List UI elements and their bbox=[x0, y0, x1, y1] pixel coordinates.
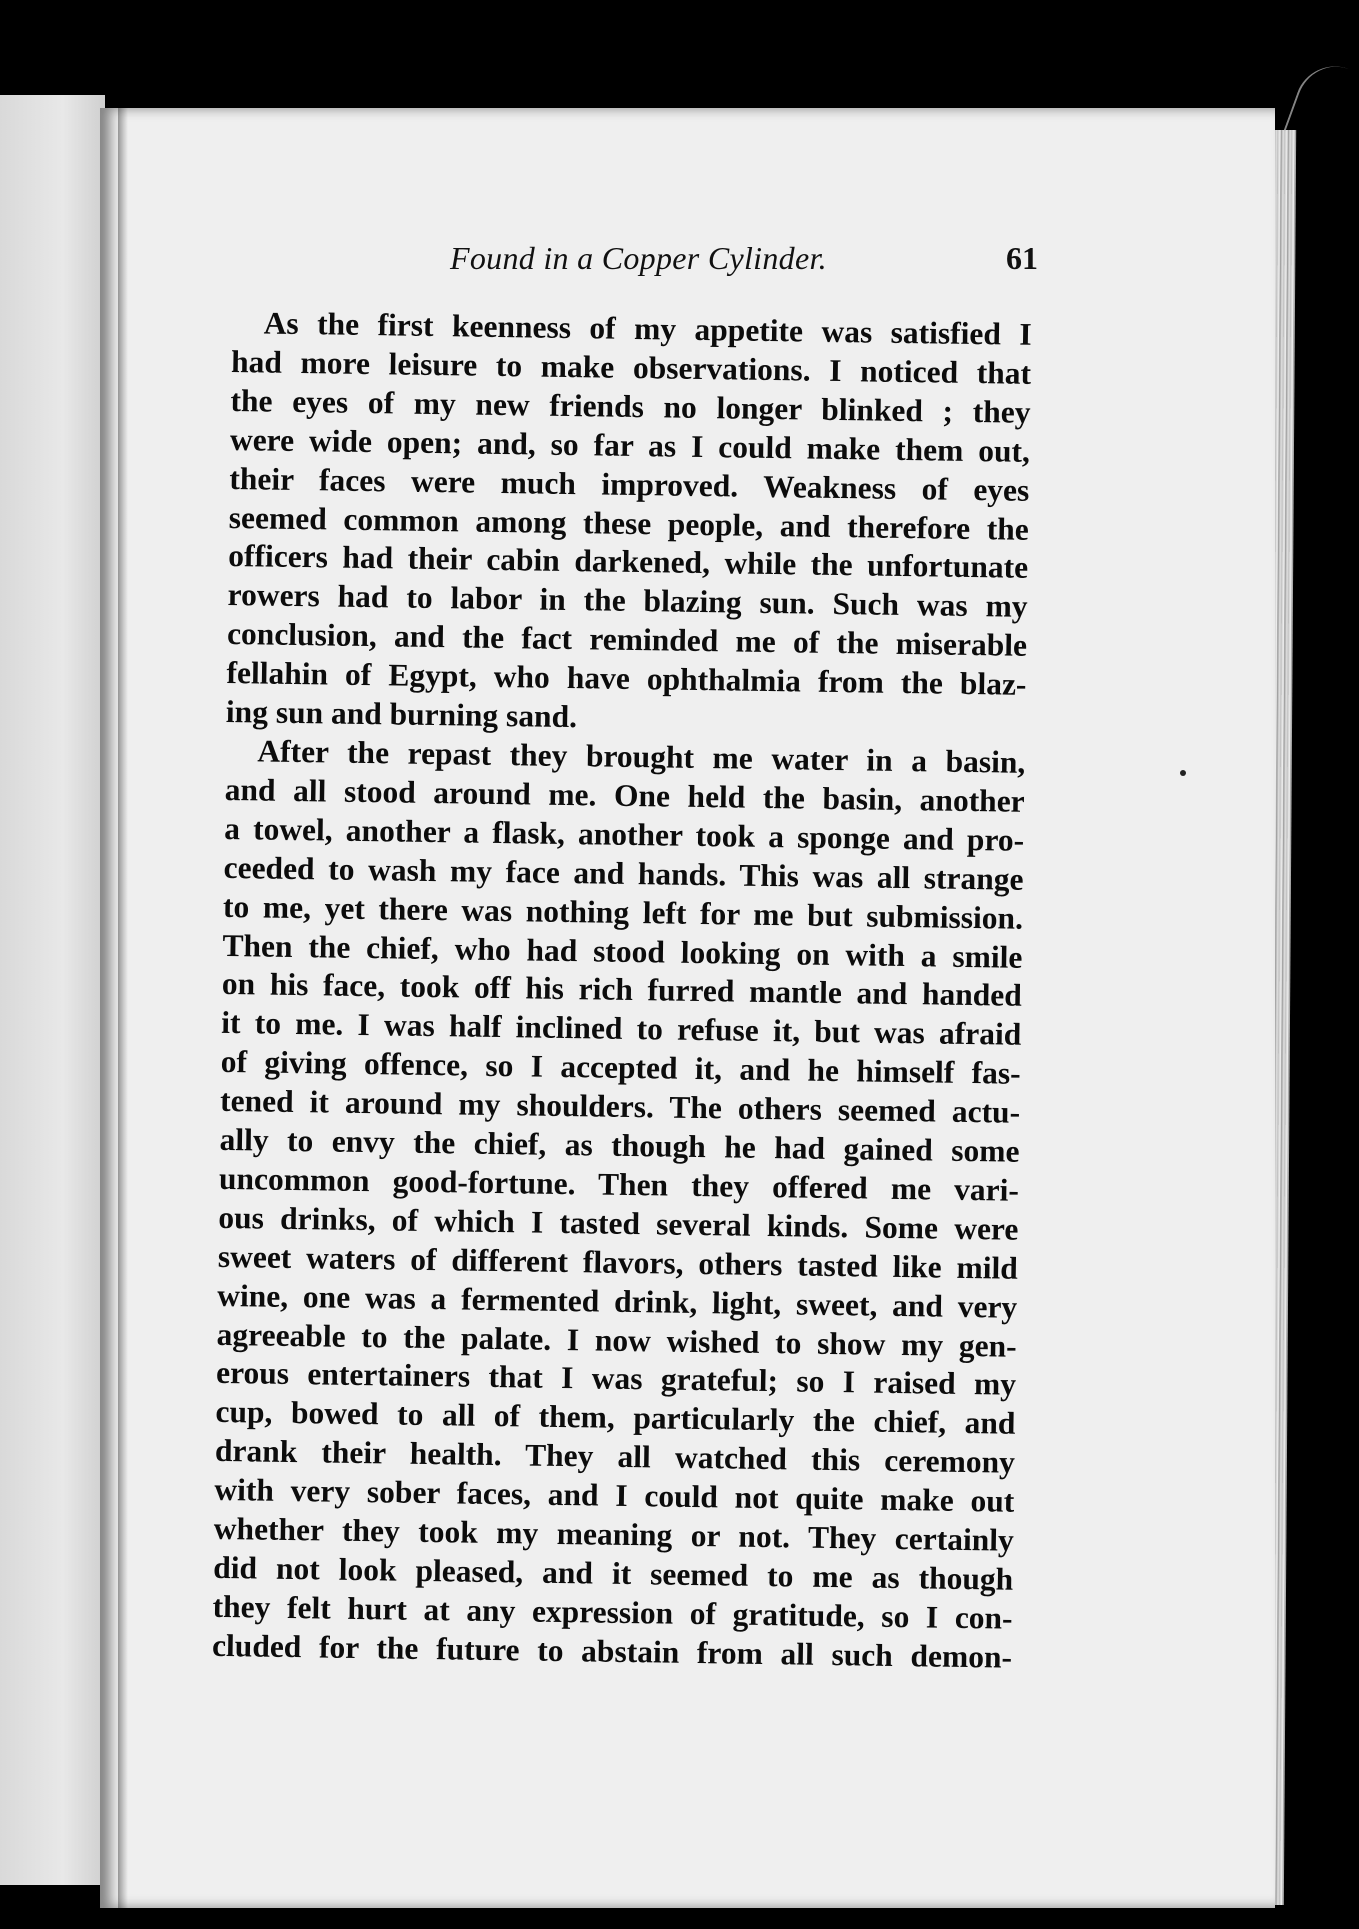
gutter-shadow bbox=[118, 108, 128, 1908]
text-line: had more leisure to make observations. I noticed that bbox=[230, 343, 1032, 391]
text-line: they felt hurt at any expression of gratitude, so I con- bbox=[212, 1588, 1013, 1636]
text-line: sweet waters of different flavors, others tasted like mild bbox=[217, 1238, 1019, 1286]
dust-speck bbox=[1180, 770, 1186, 776]
text-line: conclusion, and the fact reminded me of the miserable bbox=[226, 616, 1028, 664]
text-line: After the repast they brought me water in a basin, bbox=[257, 733, 1026, 780]
page-number: 61 bbox=[1006, 240, 1038, 276]
previous-page-edge bbox=[0, 95, 105, 1885]
text-line: Then the chief, who had stood looking on with a smile bbox=[222, 927, 1023, 975]
text-line: were wide open; and, so far as I could make them out, bbox=[229, 421, 1031, 469]
text-line: ally to envy the chief, as though he had gained some bbox=[219, 1121, 1020, 1169]
text-line: whether they took my meaning or not. They certainly bbox=[213, 1510, 1015, 1558]
text-line: officers had their cabin darkened, while the unfortunate bbox=[228, 538, 1029, 586]
text-line: on his face, took off his rich furred mantle and handed bbox=[221, 966, 1023, 1014]
text-line: their faces were much improved. Weakness of eyes bbox=[229, 460, 1030, 508]
text-line: ous drinks, of which I tasted several kinds. Some were bbox=[218, 1199, 1019, 1247]
text-line: uncommon good-fortune. Then they offered me vari- bbox=[218, 1160, 1020, 1208]
text-line: with very sober faces, and I could not quite make out bbox=[214, 1472, 1015, 1519]
loose-thread bbox=[1284, 55, 1351, 145]
text-line: wine, one was a fermented drink, light, sweet, and very bbox=[217, 1277, 1018, 1325]
text-line: rowers had to labor in the blazing sun. Such was my bbox=[227, 577, 1028, 625]
text-line: As the first keenness of my appetite was satisfied I bbox=[263, 305, 1032, 352]
text-line: tened it around my shoulders. The others seemed actu- bbox=[219, 1083, 1021, 1130]
text-line: it to me. I was half inclined to refuse it, but was afraid bbox=[221, 1005, 1022, 1053]
text-line: and all stood around me. One held the basin, another bbox=[224, 771, 1025, 819]
text-line: ing sun and burning sand. bbox=[225, 694, 578, 735]
text-line: cluded for the future to abstain from all such demon- bbox=[211, 1627, 1013, 1675]
page-header bbox=[250, 232, 1040, 292]
text-line: a towel, another a flask, another took a sponge and pro- bbox=[223, 810, 1025, 858]
text-line: to me, yet there was nothing left for me but submission. bbox=[222, 888, 1024, 936]
text-line: did not look pleased, and it seemed to me as though bbox=[212, 1549, 1014, 1597]
text-line: erous entertainers that I was grateful; so I raised my bbox=[215, 1355, 1017, 1403]
running-title: Found in a Copper Cylinder. bbox=[450, 240, 827, 276]
text-line: the eyes of my new friends no longer blinked ; they bbox=[230, 382, 1031, 430]
text-line: of giving offence, so I accepted it, and he himself fas- bbox=[220, 1044, 1021, 1092]
text-line: fellahin of Egypt, who have ophthalmia from the blaz- bbox=[226, 655, 1027, 702]
text-line: cup, bowed to all of them, particularly the chief, and bbox=[215, 1394, 1016, 1442]
text-line: ceeded to wash my face and hands. This was all strange bbox=[223, 849, 1024, 897]
text-line: seemed common among these people, and therefore the bbox=[228, 499, 1030, 547]
text-line: agreeable to the palate. I now wished to show my gen- bbox=[216, 1316, 1017, 1364]
body-text bbox=[212, 304, 1032, 1677]
text-line: drank their health. They all watched this ceremony bbox=[214, 1433, 1016, 1481]
